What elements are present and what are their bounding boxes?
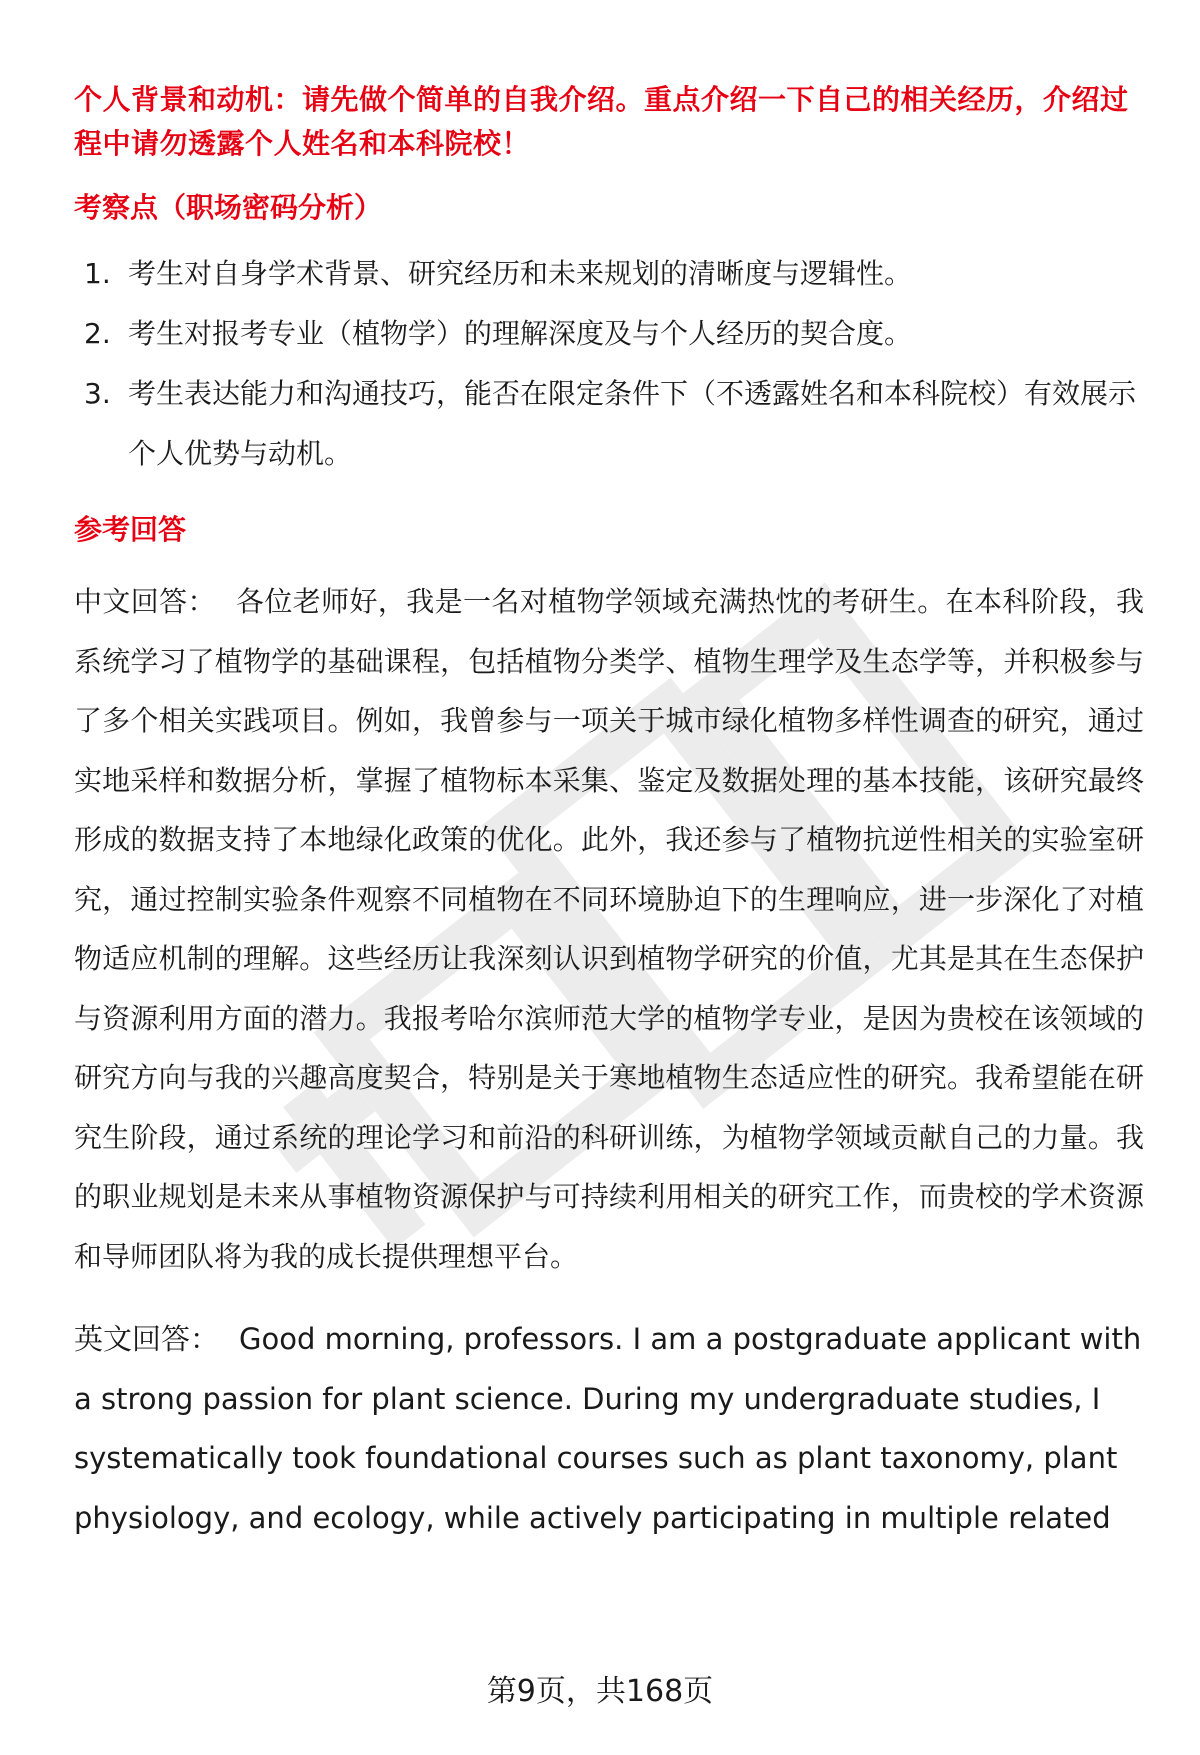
list-item-number: 2. [84, 317, 111, 350]
chinese-answer-text: 各位老师好，我是一名对植物学领域充满热忱的考研生。在本科阶段，我系统学习了植物学的基础课程，包括植物分类学、植物生理学及生态学等，并积极参与了多个相关实践项目。例如，我曾参与一项关于城市绿化植物多样性调查的研究，通过实地采样和数据分析，掌握了植物标本采集、鉴定及数据处理的基本技能，该研究最终形成的数据支持了本地绿化政策的优化。此外，我还参与了植物抗逆性相关的实验室研究，通过控制实验条件观察不同植物在不同环境胁迫下的生理响应，进一步深化了对植物适应机制的理解。这些经历让我深刻认识到植物学研究的价值，尤其是其在生态保护与资源利用方面的潜力。我报考哈尔滨师范大学的植物学专业，是因为贵校在该领域的研究方向与我的兴趣高度契合，特别是关于寒地植物生态适应性的研究。我希望能在研究生阶段，通过系统的理论学习和前沿的科研训练，为植物学领域贡献自己的力量。我的职业规划是未来从事植物资源保护与可持续利用相关的研究工作，而贵校的学术资源和导师团队将为我的成长提供理想平台。 [74, 585, 1144, 1273]
list-item [74, 364, 1144, 484]
chinese-answer-lead: 中文回答： [74, 585, 216, 618]
english-answer-text: Good morning, professors. I am a postgraduate applicant with a strong passion for plant science. During my undergraduate studies, I systematically took foundational courses such as plant taxonomy, plant physiology, and ecology, while actively participating in multiple related [74, 1322, 1142, 1535]
list-item [74, 304, 1144, 364]
list-item-text: 考生表达能力和沟通技巧，能否在限定条件下（不透露姓名和本科院校）有效展示个人优势与动机。 [128, 377, 1137, 470]
chinese-answer [74, 572, 1144, 1286]
list-item-text: 考生对自身学术背景、研究经历和未来规划的清晰度与逻辑性。 [128, 257, 913, 290]
list-item-text: 考生对报考专业（植物学）的理解深度及与个人经历的契合度。 [128, 317, 913, 350]
list-item-number: 1. [84, 257, 111, 290]
english-answer [74, 1310, 1144, 1548]
exam-points-label: 考察点（职场密码分析） [74, 191, 383, 224]
english-answer-lead: 英文回答： [74, 1322, 220, 1356]
page-footer: 第9页，共168页 [486, 1674, 714, 1709]
reference-answer-label: 参考回答 [74, 513, 187, 546]
list-item [74, 244, 1144, 304]
question-heading: 个人背景和动机：请先做个简单的自我介绍。重点介绍一下自己的相关经历，介绍过程中请勿透露个人姓名和本科院校！ [74, 83, 1129, 160]
exam-points-list [74, 244, 1144, 484]
content-area [74, 78, 1144, 1548]
list-item-number: 3. [84, 377, 111, 410]
